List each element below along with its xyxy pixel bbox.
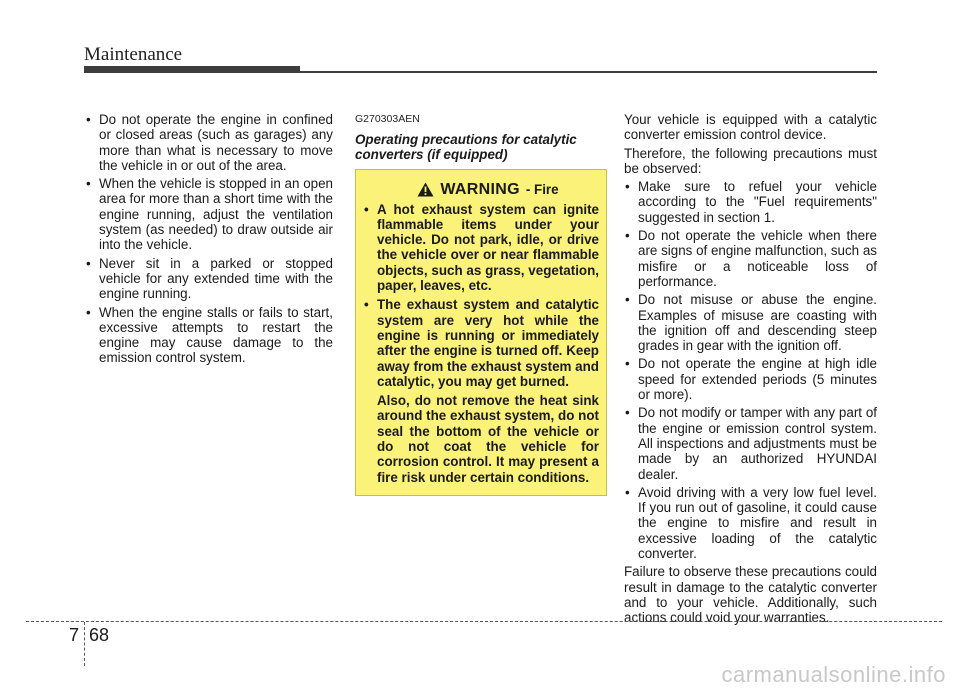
list-item: • The exhaust system and catalytic system are very hot while the engine is running or immediately after the engine is turned off. Keep away from the exhaust system and catalytic, you may get burned. — [363, 297, 599, 389]
left-bullet-list — [85, 112, 333, 366]
closing-paragraph: Failure to observe these precautions could result in damage to the catalytic converter and to your vehicle. Additionally, such actions could void your warranties. — [624, 564, 877, 626]
warning-box — [355, 169, 607, 496]
section-code: G270303AEN — [355, 113, 420, 125]
list-item: • Do not misuse or abuse the engine. Examples of misuse are coasting with the ignition off and descending steep grades in gear with the ignition off. — [624, 292, 877, 353]
footer-dashed-rule — [26, 621, 942, 622]
section-heading: Operating precautions for catalytic converters (if equipped) — [355, 132, 577, 163]
right-column — [624, 112, 877, 629]
list-item: • Do not modify or tamper with any part of the engine or emission control system. All inspections and adjustments must be made by an authorized HYUNDAI dealer. — [624, 405, 877, 481]
warning-triangle-icon — [417, 182, 434, 197]
list-item: • Do not operate the engine at high idle speed for extended periods (5 minutes or more). — [624, 356, 877, 402]
warning-subtitle: - Fire — [525, 182, 559, 198]
list-item: • When the vehicle is stopped in an open area for more than a short time with the engine running, adjust the ventilation system (as needed) to draw outside air into the vehicle. — [85, 176, 333, 252]
list-item: • A hot exhaust system can ignite flammable items under your vehicle. Do not park, idle, or drive the vehicle over or near flammable objects, such as grass, vegetation, paper, leaves, etc. — [363, 202, 599, 294]
intro-paragraph: Your vehicle is equipped with a catalytic converter emission control device. — [624, 112, 877, 143]
right-bullet-list — [624, 179, 877, 561]
intro-paragraph-2: Therefore, the following precautions must be observed: — [624, 145, 877, 176]
list-item: • Do not operate the engine in confined or closed areas (such as garages) any more than what is necessary to move the vehicle in or out of the area. — [85, 112, 333, 173]
page-number: 68 — [89, 625, 110, 645]
warning-bullet-list — [363, 202, 599, 390]
chapter-number: 7 — [69, 625, 80, 645]
list-item: • When the engine stalls or fails to start, excessive attempts to restart the engine may cause damage to the emission control system. — [85, 305, 333, 366]
list-item: • Do not operate the vehicle when there are signs of engine malfunction, such as misfire or a noticeable loss of performance. — [624, 228, 877, 289]
left-column — [85, 112, 333, 369]
footer-vertical-divider — [84, 622, 85, 666]
list-item: • Never sit in a parked or stopped vehicle for any extended time with the engine running. — [85, 256, 333, 302]
warning-label: WARNING — [440, 181, 520, 199]
warning-header — [363, 182, 599, 197]
list-item: • Make sure to refuel your vehicle according to the "Fuel requirements" suggested in section 1. — [624, 179, 877, 225]
warning-extra-text: Also, do not remove the heat sink around the exhaust system, do not seal the bottom of the vehicle or do not coat the vehicle for corrosion control. It may present a fire risk under certain conditions. — [377, 393, 599, 485]
header-rule — [300, 71, 877, 73]
list-item: • Avoid driving with a very low fuel level. If you run out of gasoline, it could cause the engine to misfire and result in excessive loading of the catalytic converter. — [624, 485, 877, 561]
middle-column — [355, 112, 605, 496]
page-header-title: Maintenance — [84, 44, 183, 65]
header-accent-bar — [84, 66, 300, 73]
watermark: carmanualsonline.info — [721, 662, 946, 687]
